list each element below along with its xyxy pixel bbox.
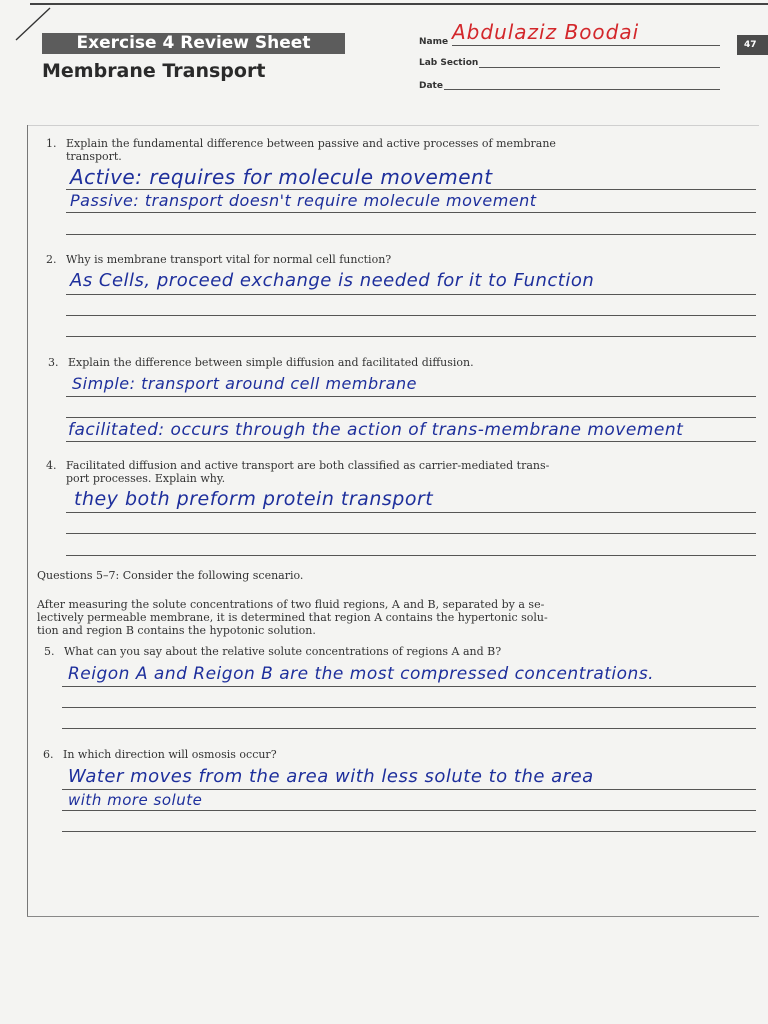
question-6-text: In which direction will osmosis occur? (63, 748, 277, 761)
answer-rule (66, 189, 756, 190)
question-1-text (66, 137, 556, 163)
answer-rule (66, 212, 756, 213)
question-6-number: 6. (43, 748, 54, 761)
question-3-text: Explain the difference between simple diffusion and facilitated diffusion. (68, 356, 474, 369)
question-4-line-1: Facilitated diffusion and active transport are both classified as carrier-mediated trans- (66, 459, 550, 472)
top-rule (30, 3, 768, 5)
name-value: Abdulaziz Boodai (452, 20, 640, 44)
answer-rule (66, 441, 756, 442)
answer-box-bottom (27, 916, 759, 917)
answer-rule (62, 831, 756, 832)
answer-rule (62, 728, 756, 729)
lab-section-label: Lab Section (419, 58, 479, 68)
answer-2-line-1: As Cells, proceed exchange is needed for it to Function (70, 270, 595, 291)
answer-box-top (27, 125, 759, 126)
answer-rule (62, 810, 756, 811)
exercise-banner: Exercise 4 Review Sheet (42, 33, 345, 54)
scenario-line-3: tion and region B contains the hypotonic solution. (37, 624, 316, 637)
question-4-number: 4. (46, 459, 57, 472)
answer-3-line-2: facilitated: occurs through the action of trans-membrane movement (68, 420, 684, 440)
name-line (452, 45, 720, 46)
question-2-number: 2. (46, 253, 57, 266)
name-label: Name (419, 37, 449, 47)
answer-1-line-2: Passive: transport doesn't require molecule movement (70, 191, 537, 210)
scenario-heading: Questions 5–7: Consider the following scenario. (37, 569, 304, 582)
answer-rule (66, 533, 756, 534)
question-1-line-2: transport. (66, 150, 122, 163)
answer-3-line-1: Simple: transport around cell membrane (72, 374, 417, 393)
question-5-number: 5. (44, 645, 55, 658)
question-2-text: Why is membrane transport vital for normal cell function? (66, 253, 392, 266)
answer-1-line-1: Active: requires for molecule movement (70, 165, 493, 189)
question-3-number: 3. (48, 356, 59, 369)
answer-rule (66, 336, 756, 337)
lab-section-line (479, 67, 720, 68)
date-line (444, 89, 720, 90)
answer-6-line-1: Water moves from the area with less solute to the area (68, 766, 594, 787)
date-label: Date (419, 81, 443, 91)
answer-rule (62, 686, 756, 687)
question-1-number: 1. (46, 137, 57, 150)
answer-box-left (27, 125, 28, 917)
page-number-tab: 47 (737, 35, 768, 55)
answer-rule (66, 234, 756, 235)
answer-rule (66, 417, 756, 418)
scenario-line-2: lectively permeable membrane, it is determined that region A contains the hypertonic solu- (37, 611, 548, 624)
answer-6-line-2: with more solute (68, 791, 203, 809)
question-4-text (66, 459, 549, 485)
question-5-text: What can you say about the relative solute concentrations of regions A and B? (64, 645, 502, 658)
question-4-line-2: port processes. Explain why. (66, 472, 226, 485)
answer-rule (62, 789, 756, 790)
answer-rule (66, 396, 756, 397)
question-1-line-1: Explain the fundamental difference between passive and active processes of membrane (66, 137, 556, 150)
answer-rule (66, 315, 756, 316)
answer-rule (66, 512, 756, 513)
answer-5-line-1: Reigon A and Reigon B are the most compressed concentrations. (68, 664, 655, 684)
scenario-line-1: After measuring the solute concentrations of two fluid regions, A and B, separated by a se- (37, 598, 545, 611)
answer-rule (66, 294, 756, 295)
scenario-text (37, 598, 548, 637)
answer-rule (62, 707, 756, 708)
answer-rule (66, 555, 756, 556)
answer-4-line-1: they both preform protein transport (74, 488, 434, 510)
page-title: Membrane Transport (42, 60, 266, 82)
